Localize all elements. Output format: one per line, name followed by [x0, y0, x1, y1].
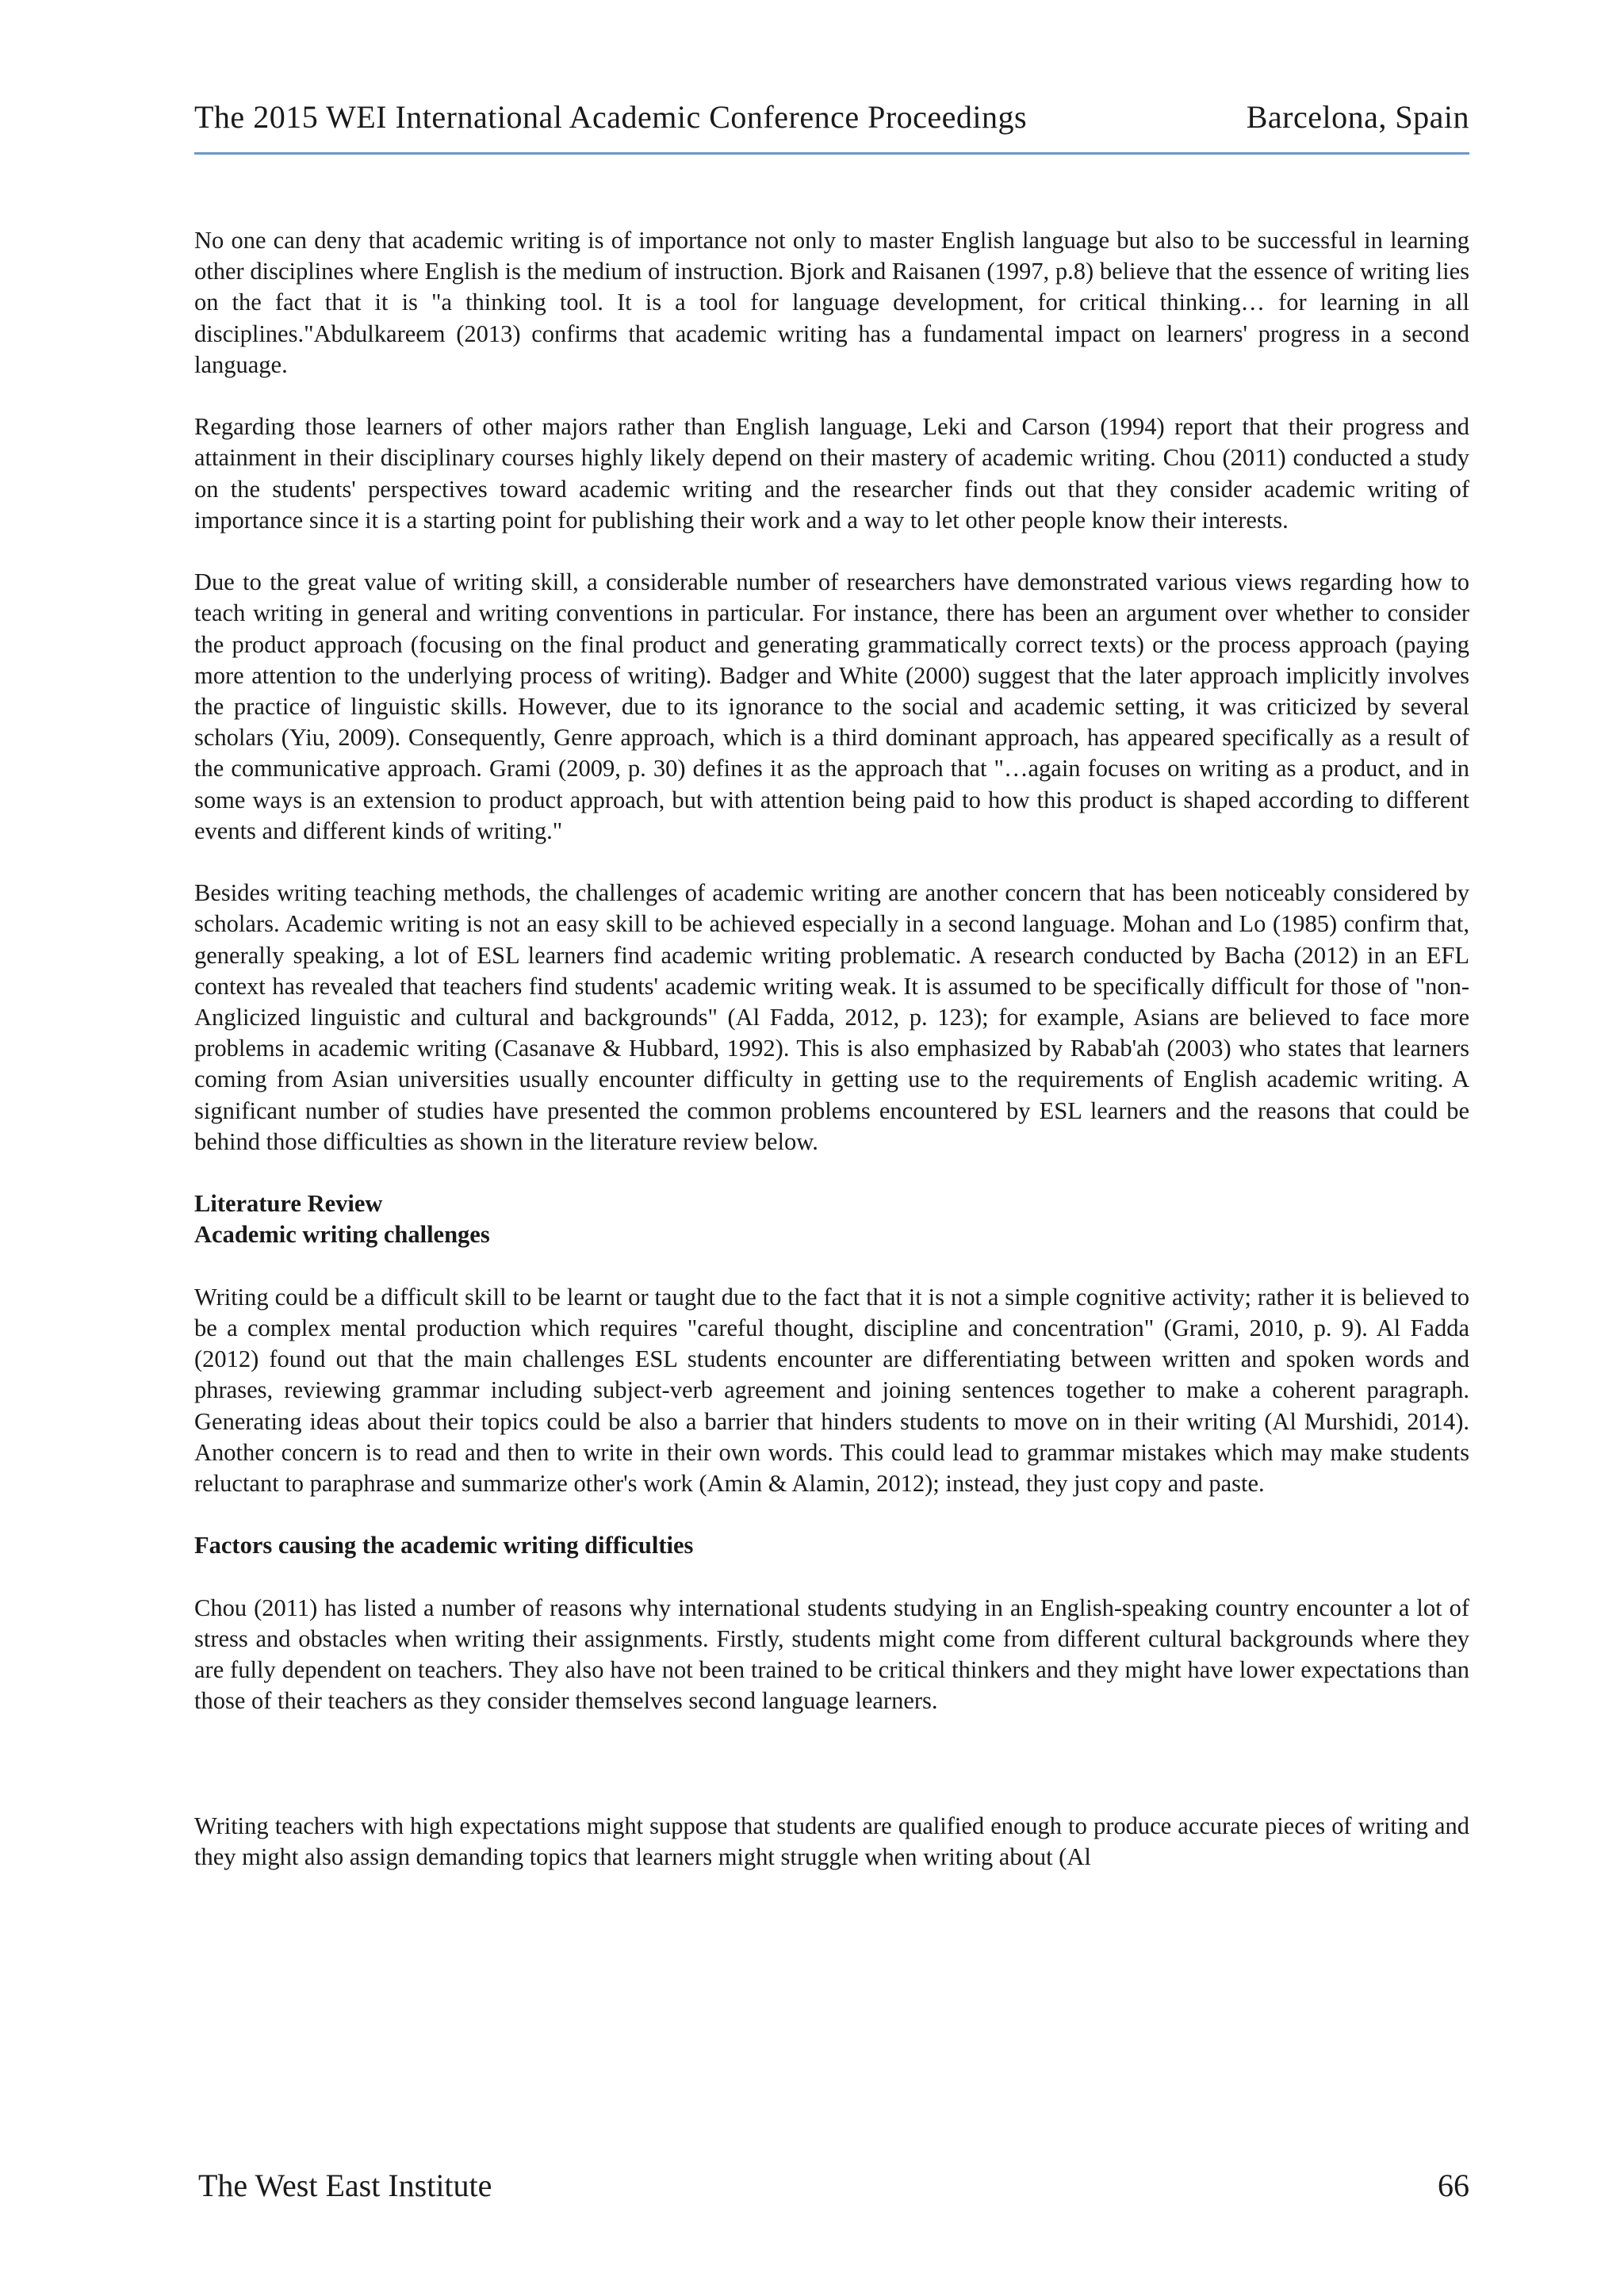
paragraph-intro: No one can deny that academic writing is of importance not only to master English language but also to be successful in learning other disciplines where English is the medium of instruction. Bjork and Raisanen (1997, p.8) believe that the essence of writing lies on the fact that it is "a thinking tool. It is a tool for language development, for critical thinking… for learning in all disciplines."Abdulkareem (2013) confirms that academic writing has a fundamental impact on learners' progress in a second language.	[194, 227, 1469, 378]
section-gap	[194, 1717, 1469, 1811]
header-divider	[194, 152, 1469, 155]
heading-literature-review: Literature Review	[194, 1190, 383, 1218]
heading-academic-writing-challenges: Academic writing challenges	[194, 1221, 490, 1249]
page-body	[194, 225, 1469, 1873]
paragraph-other-majors: Regarding those learners of other majors rather than English language, Leki and Carson (1994) report that their progress and attainment in their disciplinary courses highly likely depend on their mastery of academic writing. Chou (2011) conducted a study on the students' perspectives toward academic writing and the researcher finds out that they consider academic writing of importance since it is a starting point for publishing their work and a way to let other people know their interests.	[194, 413, 1469, 534]
header-location: Barcelona, Spain	[1246, 99, 1469, 135]
heading-factors: Factors causing the academic writing difficulties	[194, 1532, 694, 1559]
page-number: 66	[1438, 2168, 1469, 2203]
paragraph-teacher-expectations: Writing teachers with high expectations might suppose that students are qualified enough to produce accurate pieces of writing and they might also assign demanding topics that learners might struggle when writing about (Al	[194, 1812, 1469, 1870]
page-header	[194, 94, 1469, 141]
page-footer	[198, 2164, 1469, 2207]
paragraph-chou-reasons: Chou (2011) has listed a number of reasons why international students studying in an English-speaking country encounter a lot of stress and obstacles when writing their assignments. Firstly, students might come from different cultural backgrounds where they are fully dependent on teachers. They also have not been trained to be critical thinkers and they might have lower expectations than those of their teachers as they consider themselves second language learners.	[194, 1594, 1469, 1715]
paragraph-writing-difficulty: Writing could be a difficult skill to be learnt or taught due to the fact that it is not a simple cognitive activity; rather it is believed to be a complex mental production which requires "careful thought, discipline and concentration" (Grami, 2010, p. 9). Al Fadda (2012) found out that the main challenges ESL students encounter are differentiating between written and spoken words and phrases, reviewing grammar including subject-verb agreement and joining sentences together to make a coherent paragraph. Generating ideas about their topics could be also a barrier that hinders students to move on in their writing (Al Murshidi, 2014). Another concern is to read and then to write in their own words. This could lead to grammar mistakes which may make students reluctant to paraphrase and summarize other's work (Amin & Alamin, 2012); instead, they just copy and paste.	[194, 1283, 1469, 1498]
paragraph-challenges-intro: Besides writing teaching methods, the challenges of academic writing are another concern that has been noticeably considered by scholars. Academic writing is not an easy skill to be achieved especially in a second language. Mohan and Lo (1985) confirm that, generally speaking, a lot of ESL learners find academic writing problematic. A research conducted by Bacha (2012) in an EFL context has revealed that teachers find students' academic writing weak. It is assumed to be specifically difficult for those of "non-Anglicized linguistic and cultural and backgrounds" (Al Fadda, 2012, p. 123); for example, Asians are believed to face more problems in academic writing (Casanave & Hubbard, 1992). This is also emphasized by Rabab'ah (2003) who states that learners coming from Asian universities usually encounter difficulty in getting use to the requirements of English academic writing. A significant number of studies have presented the common problems encountered by ESL learners and the reasons that could be behind those difficulties as shown in the literature review below.	[194, 879, 1469, 1155]
footer-institute: The West East Institute	[198, 2168, 492, 2203]
paragraph-approaches: Due to the great value of writing skill, a considerable number of researchers have demonstrated various views regarding how to teach writing in general and writing conventions in particular. For instance, there has been an argument over whether to consider the product approach (focusing on the final product and generating grammatically correct texts) or the process approach (paying more attention to the underlying process of writing). Badger and White (2000) suggest that the later approach implicitly involves the practice of linguistic skills. However, due to its ignorance to the social and academic setting, it was criticized by several scholars (Yiu, 2009). Consequently, Genre approach, which is a third dominant approach, has appeared specifically as a result of the communicative approach. Grami (2009, p. 30) defines it as the approach that "…again focuses on writing as a product, and in some ways is an extension to product approach, but with attention being paid to how this product is shaped according to different events and different kinds of writing."	[194, 568, 1469, 844]
header-title: The 2015 WEI International Academic Conference Proceedings	[194, 99, 1028, 135]
